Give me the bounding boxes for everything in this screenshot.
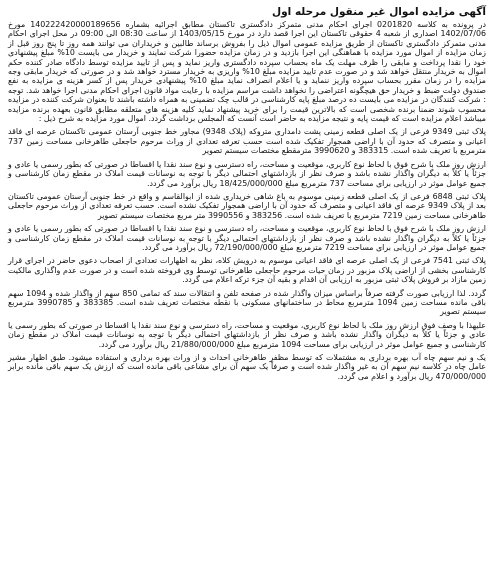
paragraph-intro: در پرونده به کلاسه 0201820 اجرای احکام مدنی متمرکز دادگستری تاکستان مطابق اجرائیه بشماره 140222420000189656 مورخ 1402/07/06 اصداری از شعبه 4 حقوقی تاکستان این اجرا قصد دارد در مورخ 1403/05/15 از ساعت 08:30 الی 09:00 در محل اجرای احکام مدنی متمرکز دادگستری تاکستان از طریق مزایده عمومی اموال ذیل را بفروش برساند طالبین و خریداران می توانند همه روز تا پنج روز قبل از زمان مزایده از اموال مورد مزایده با هماهنگی این اجرا بازدید و در زمان مزایده حضورا شرکت نمایند و خریدار می بایست 10% مبلغ پیشنهادی خود را نقدا پرداخت و مابقی را ظرف مهلت یک ماه بحساب سپرده دادگستری واریز نماید و پس از تایید مزایده توسط دادگاه صادر کننده حکم اموال به خریدار منتقل خواهد شد و در صورت عدم تایید مزایده مبلغ 10% واریزی به خریدار مسترد خواهد شد و در صورتی که خریدار مابقی وجه مزایده را در زمان مقرر بحساب سپرده واریز ننماید و یا اعلام انصراف نماید مبلغ 10% پیشنهادی خریدار پس از کسر هزینه ی مزایده به نفع صندوق دولت ضبط و خریدار حق هیچگونه اعتراضی را نخواهد داشت مراسم مزایده با رعایت مواد قانون اجرای احکام مدنی اجرا خواهد شد. توجه : شرکت کنندگان در مزایده می بایست ده درصد مبلغ پایه کارشناسی در قالب چک تضمینی به همراه داشته باشند تا بعنوان شرکت کننده در مزایده محسوب شوند ضمنا برنده شخصی است که بالاترین قیمت را برای خرید پیشنهاد نماید کلیه هزینه های متعلقه مطابق قانون بعهده برنده مزایده میباشد اعلام مزایده است که قیمت پایه و نتیجه مزایده به حاضر است آنست که المجلس برداشت گردد. اموال مورد مزایده به شرح ذیل : [8, 20, 487, 124]
paragraph-plot-7541: پلاک ثبتی 7541 فرعی از یک اصلی عرصه ای فاقد اعیانی موسوم به درویش کلاه، نظر به اظهارات تعدادی از اصحاب دعوی حاضر در اجرای قرار کارشناسی بخشی از اراضی پلاک مزبور در زمان حیات مرحوم حاجعلی طاهرخانی توسط وی فروخته شده است و در صورت عدم واگذاری مالکیت زمین مازاد بر فروش پلاک ثبتی مزبور به ارزیابی آن اقدام و بقیه آن جزء ترکه اعلام می گردد. [8, 256, 486, 285]
paragraph-plot-6848: پلاک ثبتی 6848 فرعی از یک اصلی قطعه زمینی موسوم به باغ شاهی خریداری شده از ابوالقاسم و واقع در خط جنوبی آرستان عمومی تاکستان بعد از پلاک 9349 عرصه ای فاقد اعیانی و متصرف که حدود آن با اراضی همجوار تفکیک نشده است. حسب تعرفه تعدادی از وراث مرحوم حاجعلی طاهرخانی مساحت زمین 7219 مترمربع با تعریف شده است. 383256 و 3990556 متر مربع مختصات سیستم تصویر [8, 191, 486, 220]
paragraph-water-well: یک و نیم سهم چاه آب بهره برداری به مشتملات که توسط مظفر طاهرخانی احداث و از وراث بهره برداری و استفاده میشود. طبق اظهار مشیر عامل چاه در کلاسه نیم سهم آن به غیر واگذار شده است و صرفاً یک سهم آن برای مشاعی باقی مانده است که ارزش یک سهم باقی مانده برابر 470/000/000 ریال برآورد و اعلام می گردد. [8, 353, 486, 381]
paragraph-plot-9349: پلاک ثبتی 9349 فرعی از یک اصلی قطعه زمینی پشت دامداری متروکه (پلاک 9348) مجاور خط جنوبی آرستان عمومی تاکستان عرصه ای فاقد اعیانی و متصرف که حدود آن با اراضی همجوار تفکیک شده است حسب تعرفه تعدادی از وراث مرحوم حاجعلی طاهرخانی مساحت زمین 737 مترمربع با تعریف شده است. 383315 و 3990620 مترمقطع مختصات سیستم تصویر [8, 127, 487, 156]
paragraph-plot-9349-value: ارزش روز ملک با شرح فوق با لحاظ نوع کاربری، موقعیت و مساحت، راه دسترسی و نوع سند نقدا یا اقساطا در صورتی که بطور رسمی یا عادی و جزئاً یا کلاً به دیگران واگذار نشده باشد و صرف نظر از بازداشتهای احتمالی دیگر با توجه به نوسانات قیمت املاک در مقطع زمان کارشناسی و جمیع عوامل موثر در ارزیابی برای مساحت 737 مترمربع مبلغ 18/425/000/000 ریال برآورد می گردد. [8, 159, 486, 188]
paragraph-plot-7541-shares: گردد. لذا ارزیابی صورت گرفته صرفاً براساس میزان واگذار شده در صفحه تلفن و انتقالات سند که تمامی 850 سهم از واگذار شده و 1094 سهم باقی مانده مساحت زمین 1094 مترمربع محاط در ساختمانهای مسکونی با نقطه مختصات تعریف شده است. 383385 و 3990785 مترمربع سیستم تصویر [8, 288, 487, 317]
paragraph-plot-7541-value: علیهذا با وصف فوق ارزش روز ملک با لحاظ نوع کاربری، موقعیت و مساحت، راه دسترسی و نوع سند نقدا یا اقساطا در صورتی که بطور رسمی یا عادی و جزئاً یا کلاً به دیگران واگذار نشده باشد و صرف نظر از بازداشتهای احتمالی دیگر با توجه به نوسانات قیمت املاک در مقطع زمان کارشناسی و جمیع عوامل موثر در ارزیابی برای مساحت 1094 مترمربع مبلغ 21/880/000/000 ریال برآورد می گردد. [8, 320, 486, 349]
notice-title: آگهی مزایده اموال غیر منقول مرحله اول [272, 6, 486, 18]
paragraph-plot-6848-value: ارزش روز ملک با شرح فوق با لحاظ نوع کاربری، موقعیت و مساحت، راه دسترسی و نوع سند نقدا یا اقساطا در صورتی که بطور رسمی یا عادی و جزئاً یا کلاً به دیگران واگذار نشده باشد و صرف نظر از بازداشتهای احتمالی دیگر با توجه به نوسانات قیمت املاک در مقطع زمان کارشناسی و جمیع عوامل موثر در ارزیابی برای مساحت 7219 مترمربع مبلغ 72/190/000/000 ریال برآورد می گردد. [8, 224, 486, 252]
